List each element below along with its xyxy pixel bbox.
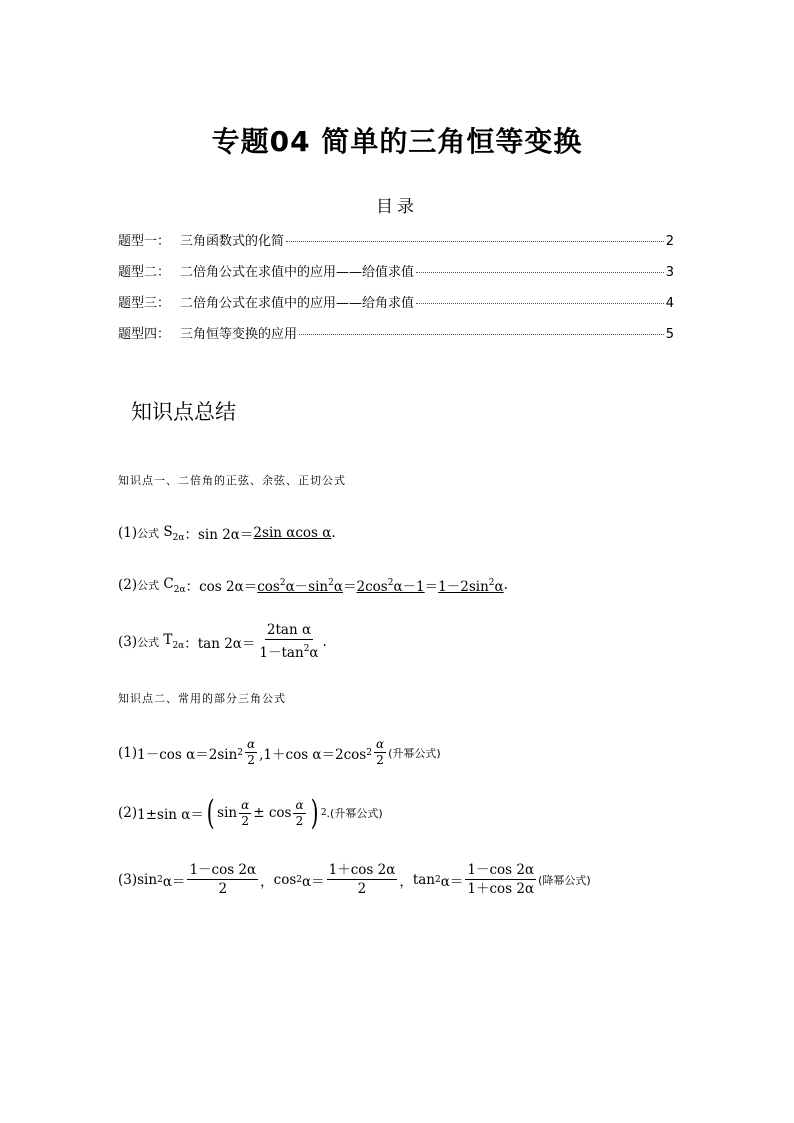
formula-cn-label: 公式 [137, 527, 160, 540]
toc-item[interactable] [118, 292, 674, 323]
page-title: 专题04 简单的三角恒等变换 [211, 125, 583, 158]
toc-item-label: 题型一： [118, 234, 171, 249]
toc-item-label: 题型三： [118, 296, 171, 311]
formula-cn-label: 公式 [137, 579, 160, 592]
formula-text: cos [268, 805, 292, 821]
toc-leader-dots [286, 241, 664, 242]
formula-colon: ： [185, 579, 200, 595]
toc-item[interactable] [118, 230, 674, 261]
fraction-denominator: 2 [295, 813, 304, 828]
formula-superscript: 2 [237, 747, 244, 758]
formula-equals: ＝ [424, 579, 439, 595]
formula-text: 1±sin α＝ [137, 807, 204, 823]
formula-text: sin [137, 871, 158, 888]
fraction-denominator: 1＋cos 2α [467, 881, 535, 897]
formula-text: 1－2sin [438, 579, 489, 595]
formula-superscript: 2 [328, 578, 334, 588]
kp1-formula-s2a [118, 523, 336, 543]
formula-part-1 [257, 575, 343, 595]
formula-end: . [322, 633, 327, 650]
formula-separator: ， [399, 873, 413, 890]
formula-prefix: (1) [118, 744, 138, 761]
formula-text: ± [253, 805, 265, 821]
kp2-formula-3 [118, 862, 591, 897]
formula-note: (降幂公式) [538, 873, 591, 887]
formula-name [159, 632, 184, 651]
formula-text: sin [217, 805, 238, 821]
kp2-formula-2 [118, 793, 383, 833]
kp1-heading: 知识点一、二倍角的正弦、余弦、正切公式 [118, 474, 346, 487]
formula-superscript: 2 [279, 578, 286, 588]
toc-leader-dots [299, 334, 664, 335]
formula-half-angle [239, 799, 251, 828]
formula-part-3 [438, 575, 503, 595]
section-heading: 知识点总结 [131, 400, 236, 424]
formula-end: . [503, 577, 508, 593]
formula-colon: ： [184, 635, 198, 652]
formula-half-angle [245, 738, 257, 767]
toc-leader-dots [416, 272, 664, 273]
fraction-denominator: 2 [376, 753, 384, 767]
formula-name [159, 576, 185, 595]
formula-half-angle [293, 799, 305, 828]
toc-item-text: 二倍角公式在求值中的应用——给值求值 [180, 265, 415, 280]
formula-equals: ＝ [342, 579, 357, 595]
formula-name [159, 524, 184, 543]
toc-item[interactable] [118, 323, 674, 354]
left-paren: ( [206, 793, 215, 833]
formula-superscript: 2 [320, 808, 327, 818]
fraction-denominator [257, 640, 320, 661]
kp1-formula-c2a [118, 575, 508, 595]
formula-symbol: S [163, 523, 173, 540]
toc-item-text: 三角恒等变换的应用 [180, 327, 298, 342]
formula-lhs: sin 2α＝ [197, 527, 254, 543]
toc-item-page: 5 [665, 327, 674, 342]
formula-superscript: 2 [296, 874, 302, 885]
formula-rhs: 2sin αcos α [253, 525, 332, 541]
fraction-denominator: 2 [241, 813, 249, 828]
formula-text: α－sin [285, 579, 329, 595]
formula-note: (升幂公式) [388, 746, 441, 760]
formula-superscript: 2 [435, 874, 441, 885]
formula-text: α＝ [162, 873, 186, 890]
toc-leader-dots [416, 303, 664, 304]
formula-half-angle [374, 738, 386, 767]
fraction-numerator: 2tan α [266, 622, 312, 638]
toc-heading: 目录 [376, 197, 418, 217]
fraction-numerator: α [241, 797, 250, 812]
kp2-formula-1 [118, 738, 441, 767]
formula-note: .(升幂公式) [326, 807, 383, 820]
formula-subscript: 2α [172, 532, 185, 543]
formula-lhs: tan 2α＝ [197, 635, 256, 652]
formula-text: ,1＋cos α＝2cos [259, 746, 367, 763]
formula-subscript: 2α [173, 584, 186, 595]
formula-symbol: T [163, 632, 173, 648]
formula-prefix: (3) [118, 633, 138, 650]
formula-symbol: C [163, 575, 174, 592]
formula-colon: ： [184, 527, 198, 543]
kp1-formula-t2a [118, 622, 327, 661]
formula-text: 1－tan [259, 645, 304, 661]
table-of-contents [118, 230, 674, 354]
formula-prefix: (1) [118, 525, 138, 541]
fraction-numerator: α [375, 737, 385, 751]
fraction-denominator: 2 [218, 881, 228, 897]
formula-prefix: (2) [118, 805, 138, 821]
toc-item-label: 题型二： [118, 265, 171, 280]
formula-part-2 [356, 575, 424, 595]
fraction-numerator: α [295, 797, 304, 812]
toc-item-page: 4 [665, 296, 674, 311]
formula-cn-label: 公式 [137, 635, 160, 649]
formula-superscript: 2 [157, 874, 163, 885]
formula-superscript: 2 [387, 578, 394, 588]
formula-prefix: (2) [118, 577, 138, 593]
formula-text: α [309, 645, 319, 661]
formula-text: α [333, 579, 343, 595]
fraction-denominator: 2 [357, 881, 367, 897]
kp2-heading: 知识点二、常用的部分三角公式 [118, 692, 286, 705]
formula-fraction [257, 622, 320, 661]
formula-fraction [187, 862, 258, 897]
formula-prefix: (3) [118, 871, 138, 888]
formula-subscript: 2α [172, 641, 185, 651]
toc-item-text: 三角函数式的化简 [180, 234, 285, 249]
formula-superscript: 2 [488, 578, 495, 588]
formula-text: tan [412, 871, 435, 888]
formula-fraction [465, 862, 536, 897]
formula-separator: ， [260, 873, 274, 890]
formula-text: cos [273, 871, 297, 888]
fraction-denominator: 2 [247, 753, 255, 767]
toc-item-label: 题型四： [118, 327, 171, 342]
formula-text: α＝ [440, 873, 464, 890]
formula-text: α [494, 579, 504, 595]
formula-text: α＝ [302, 873, 325, 890]
formula-text: cos [257, 579, 280, 595]
formula-superscript: 2 [303, 644, 310, 654]
formula-text: α－1 [393, 579, 425, 595]
toc-item[interactable] [118, 261, 674, 292]
formula-text: 2cos [356, 579, 388, 595]
formula-superscript: 2 [366, 747, 372, 758]
toc-item-page: 3 [665, 265, 674, 280]
fraction-numerator: 1＋cos 2α [328, 862, 396, 878]
formula-lhs: cos 2α＝ [199, 579, 258, 595]
fraction-numerator: α [247, 737, 256, 751]
formula-fraction [327, 862, 398, 897]
fraction-numerator: 1－cos 2α [467, 862, 535, 878]
formula-end: . [331, 525, 336, 541]
fraction-numerator: 1－cos 2α [189, 862, 257, 878]
formula-text: 1－cos α＝2sin [137, 746, 238, 763]
toc-item-text: 二倍角公式在求值中的应用——给角求值 [180, 296, 415, 311]
toc-item-page: 2 [665, 234, 674, 249]
right-paren: ) [310, 793, 319, 833]
